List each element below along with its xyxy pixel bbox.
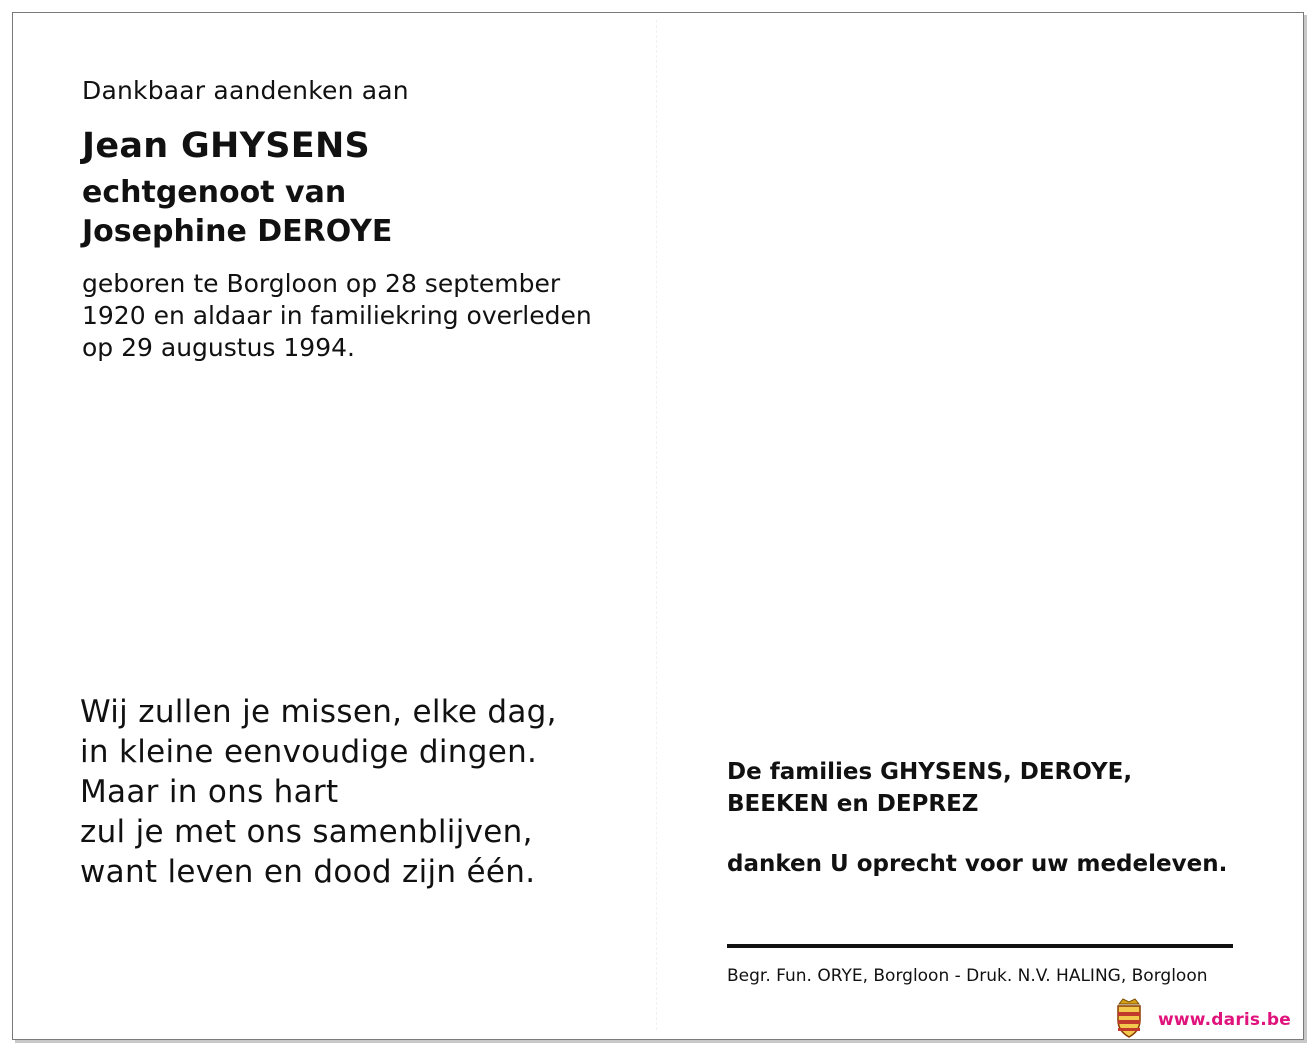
spouse-name: Josephine DEROYE — [82, 214, 393, 249]
deceased-name: Jean GHYSENS — [82, 126, 371, 166]
bio-line: geboren te Borgloon op 28 september — [82, 269, 561, 298]
families-line: BEEKEN en DEPREZ — [727, 791, 979, 817]
poem-line: Maar in ons hart — [80, 774, 339, 810]
thanks-message: danken U oprecht voor uw medeleven. — [727, 851, 1228, 877]
bio-line: op 29 augustus 1994. — [82, 333, 355, 362]
coat-of-arms-icon — [1115, 998, 1143, 1038]
families-list — [727, 756, 1132, 820]
card-fold-line — [656, 20, 657, 1030]
poem-line: Wij zullen je missen, elke dag, — [80, 694, 557, 730]
poem-line: zul je met ons samenblijven, — [80, 814, 533, 850]
families-line: De families GHYSENS, DEROYE, — [727, 759, 1133, 785]
poem — [80, 692, 557, 892]
biography — [82, 268, 592, 364]
bio-line: 1920 en aldaar in familiekring overleden — [82, 301, 592, 330]
printer-credit: Begr. Fun. ORYE, Borgloon - Druk. N.V. HALING, Borgloon — [727, 966, 1208, 986]
intro-text: Dankbaar aandenken aan — [82, 76, 409, 105]
watermark-text: www.daris.be — [1158, 1010, 1292, 1030]
spouse-prefix: echtgenoot van — [82, 175, 347, 210]
divider-rule — [727, 944, 1233, 948]
poem-line: want leven en dood zijn één. — [80, 854, 536, 890]
poem-line: in kleine eenvoudige dingen. — [80, 734, 538, 770]
